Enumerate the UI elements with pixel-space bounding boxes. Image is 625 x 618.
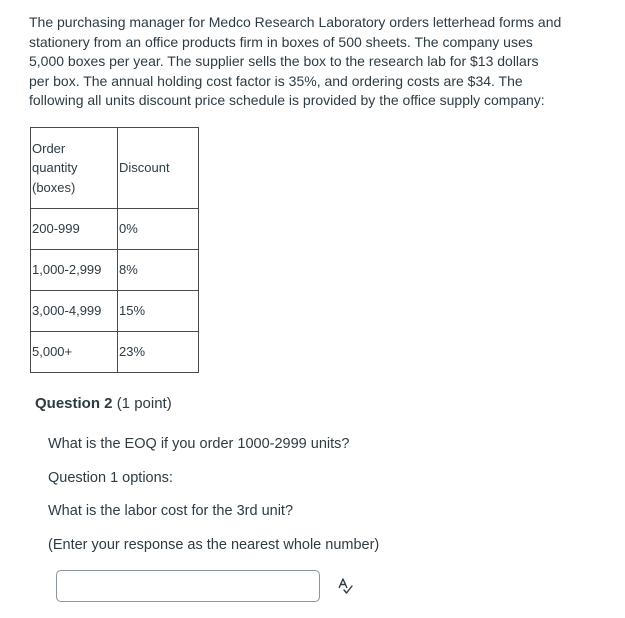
question-points: (1 point) (116, 395, 172, 412)
quantity-cell: 5,000+ (31, 332, 118, 373)
discount-cell: 15% (118, 291, 199, 332)
header-order-quantity: Order quantity (boxes) (31, 128, 118, 209)
question-prompt: What is the EOQ if you order 1000-2999 units? (48, 436, 350, 452)
discount-cell: 8% (118, 250, 199, 291)
intro-line: 5,000 boxes per year. The supplier sells the box to the research lab for $13 dollars (29, 53, 539, 70)
options-label: Question 1 options: (48, 470, 173, 486)
spellcheck-icon[interactable] (336, 577, 354, 595)
answer-input[interactable] (56, 570, 320, 602)
table-header-row (31, 128, 199, 209)
table-row (31, 209, 199, 250)
discount-schedule-table (30, 127, 199, 373)
sub-prompt: What is the labor cost for the 3rd unit? (48, 503, 294, 519)
quantity-cell: 200-999 (31, 209, 118, 250)
discount-cell: 0% (118, 209, 199, 250)
table-row (31, 291, 199, 332)
question-title: Question 2 (35, 395, 113, 412)
discount-cell: 23% (118, 332, 199, 373)
intro-line: per box. The annual holding cost factor is 35%, and ordering costs are $34. The (29, 72, 523, 89)
problem-statement (29, 13, 589, 111)
intro-line: stationery from an office products firm in boxes of 500 sheets. The company uses (29, 33, 533, 50)
quantity-cell: 3,000-4,999 (31, 291, 118, 332)
instruction-text: (Enter your response as the nearest whole number) (48, 537, 380, 553)
intro-line: following all units discount price schedule is provided by the office supply company: (29, 92, 545, 109)
quantity-cell: 1,000-2,999 (31, 250, 118, 291)
table-row (31, 250, 199, 291)
table-row (31, 332, 199, 373)
header-discount: Discount (118, 128, 199, 209)
question-heading (35, 395, 172, 412)
intro-line: The purchasing manager for Medco Research Laboratory orders letterhead forms and (29, 14, 562, 30)
